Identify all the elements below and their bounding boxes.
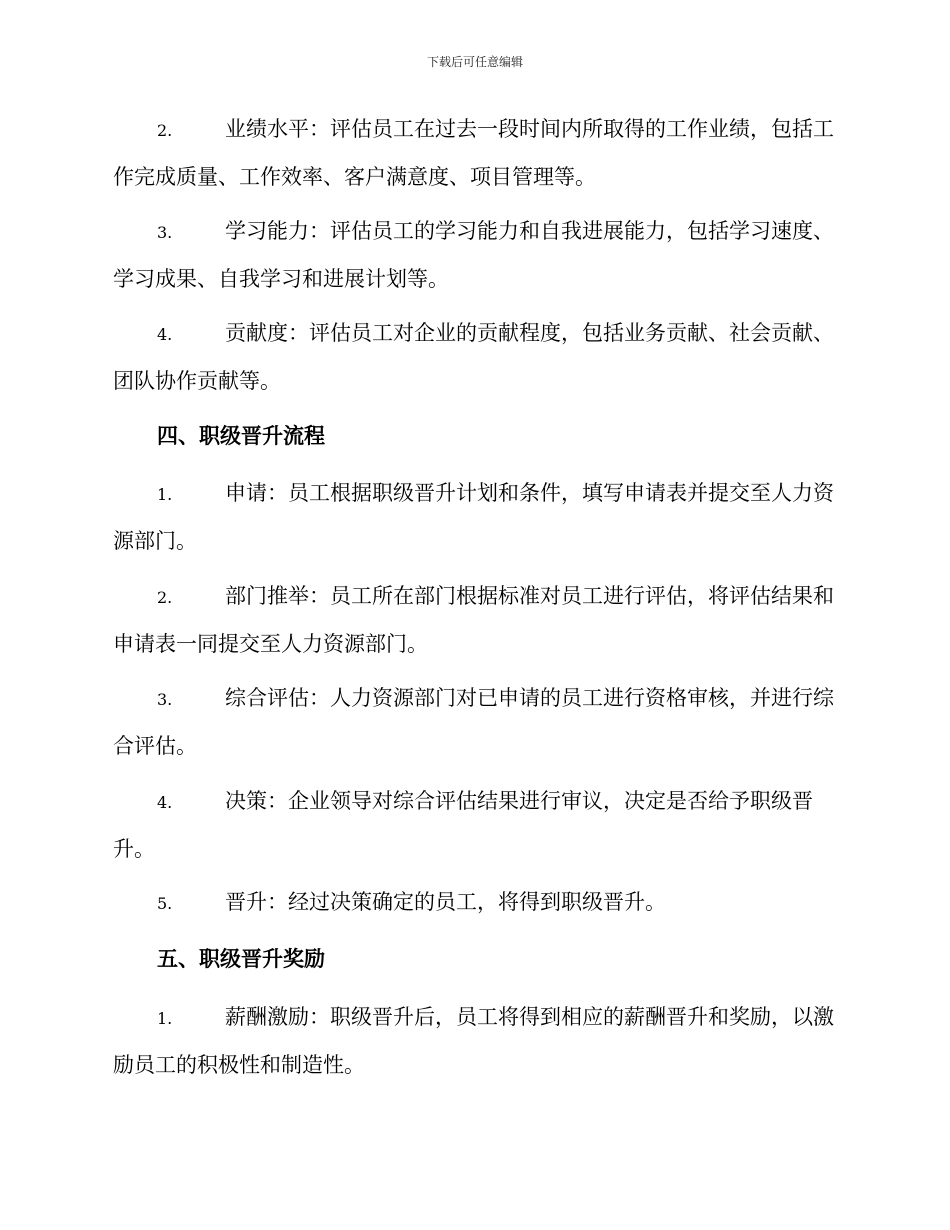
item-text: 薪酬激励：职级晋升后，员工将得到相应的薪酬晋升和奖励，以激励员工的积极性和制造性。	[113, 1005, 834, 1077]
item-text: 综合评估：人力资源部门对已申请的员工进行资格审核，并进行综合评估。	[113, 686, 834, 758]
section-heading: 四、职级晋升流程	[157, 423, 325, 448]
item-text: 部门推举：员工所在部门根据标准对员工进行评估，将评估结果和申请表一同提交至人力资源部门。	[113, 584, 834, 656]
item-text: 申请：员工根据职级晋升计划和条件，填写申请表并提交至人力资源部门。	[113, 481, 834, 553]
item-text: 业绩水平：评估员工在过去一段时间内所取得的工作业绩，包括工作完成质量、工作效率、客户满意度、项目管理等。	[113, 117, 834, 189]
list-item	[113, 106, 835, 200]
list-item	[113, 879, 835, 927]
item-number: 4.	[157, 325, 173, 344]
list-item	[113, 470, 835, 564]
item-text: 贡献度：评估员工对企业的贡献程度，包括业务贡献、社会贡献、团队协作贡献等。	[113, 321, 834, 393]
item-number: 1.	[157, 485, 173, 504]
item-number: 2.	[157, 588, 173, 607]
item-number: 4.	[157, 793, 173, 812]
list-item	[113, 994, 835, 1088]
section-heading: 五、职级晋升奖励	[157, 946, 325, 971]
item-text: 学习能力：评估员工的学习能力和自我进展能力，包括学习速度、学习成果、自我学习和进展计划等。	[113, 219, 834, 291]
page-header: 下载后可任意编辑	[426, 55, 523, 69]
item-number: 2.	[157, 121, 173, 140]
item-number: 1.	[157, 1009, 173, 1028]
item-text: 晋升：经过决策确定的员工，将得到职级晋升。	[225, 890, 666, 914]
item-number: 5.	[157, 894, 173, 913]
item-number: 3.	[157, 690, 173, 709]
list-item	[113, 573, 835, 667]
list-item	[113, 310, 835, 404]
list-item	[113, 675, 835, 769]
list-item	[113, 208, 835, 302]
item-text: 决策：企业领导对综合评估结果进行审议，决定是否给予职级晋升。	[113, 789, 813, 861]
list-item	[113, 778, 835, 872]
item-number: 3.	[157, 223, 173, 242]
